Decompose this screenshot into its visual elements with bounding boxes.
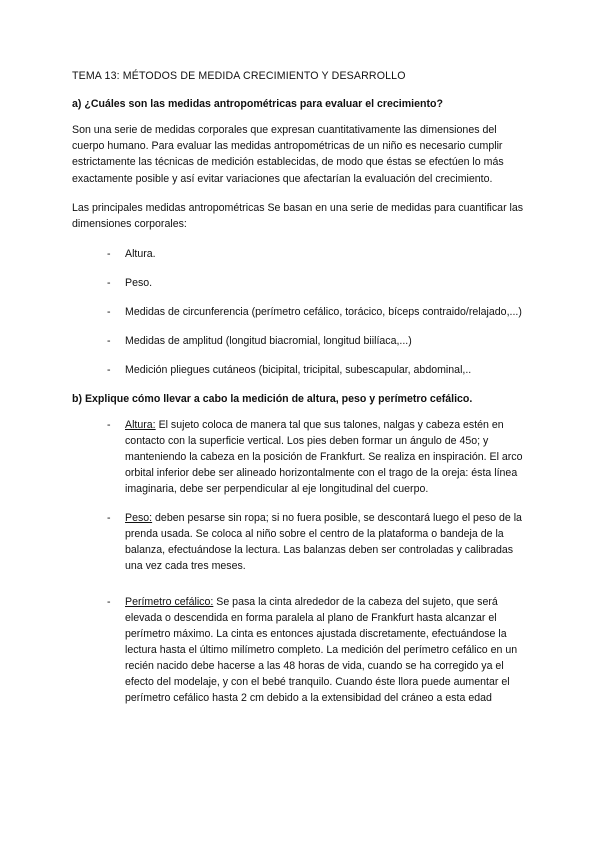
- dash-bullet: -: [107, 335, 111, 348]
- list-item-perimetro-cefalico: [72, 594, 530, 706]
- dash-bullet: -: [107, 512, 111, 525]
- dash-bullet: -: [107, 419, 111, 432]
- term-perimetro-cefalico: Perímetro cefálico:: [125, 596, 214, 609]
- list-item-text: Medidas de circunferencia (perímetro cefálico, torácico, bíceps contraido/relajado,...): [125, 306, 522, 319]
- term-peso: Peso:: [125, 512, 153, 525]
- dash-bullet: -: [107, 364, 111, 377]
- answer-a-paragraph-1: Son una serie de medidas corporales que expresan cuantitativamente las dimensiones del cuerpo humano. Para evaluar las medidas antropométricas de un niño es necesario cumplir estrictamente las técnicas de medición establecidas, de modo que éstas se efectúen lo más exactamente posible y así evitar variaciones que afectarían la evaluación del crecimiento.: [72, 124, 504, 185]
- measures-list: [72, 246, 530, 378]
- dash-bullet: -: [107, 248, 111, 261]
- altura-description: El sujeto coloca de manera tal que sus talones, nalgas y cabeza estén en contacto con la superficie vertical. Los pies deben formar un ángulo de 45o; y manteniendo la cabeza en la posición de Frankfurt. Se realiza en inspiración. El arco orbital inferior debe ser alineado horizontalmente con el trago de la oreja: ésta línea imaginaria, debe ser perpendicular al eje longitudinal del cuerpo.: [125, 419, 523, 496]
- page-title: TEMA 13: MÉTODOS DE MEDIDA CRECIMIENTO Y DESARROLLO: [72, 70, 406, 82]
- list-item-altura: [72, 417, 530, 497]
- document-page: [72, 70, 530, 719]
- perimetro-cefalico-description: Se pasa la cinta alrededor de la cabeza del sujeto, que será elevada o descendida en forma paralela al plano de Frankfurt hasta alcanzar el perímetro máximo. La cinta es entonces ajustada discretamente, efectuándose la lectura hasta el último milímetro completo. La medición del perímetro cefálico en un recién nacido debe hacerse a las 48 horas de vida, cuando se ha corregido ya el efecto del modelaje, y con el bebé tranquilo. Cuando éste llora puede aumentar el perímetro cefálico hasta 2 cm debido a la extensibidad del cráneo a esta edad: [125, 596, 518, 705]
- list-item-text: Medición pliegues cutáneos (bicipital, tricipital, subescapular, abdominal,..: [125, 364, 472, 377]
- list-item-text: Peso.: [125, 277, 153, 290]
- dash-bullet: -: [107, 306, 111, 319]
- list-item: [72, 333, 530, 349]
- dash-bullet: -: [107, 277, 111, 290]
- dash-bullet: -: [107, 596, 111, 609]
- procedures-list: [72, 417, 530, 706]
- peso-description: deben pesarse sin ropa; si no fuera posible, se descontará luego el peso de la prenda usada. Se coloca al niño sobre el centro de la plataforma o bandeja de la balanza, efectuándose la lectura. Las balanzas deben ser controladas y calibradas una vez cada tres meses.: [125, 512, 522, 573]
- answer-a-paragraph-2: Las principales medidas antropométricas Se basan en una serie de medidas para cuantificar las dimensiones corporales:: [72, 201, 524, 231]
- list-item-text: Medidas de amplitud (longitud biacromial, longitud biilíaca,...): [125, 335, 412, 348]
- question-b-heading: b) Explique cómo llevar a cabo la medición de altura, peso y perímetro cefálico.: [72, 393, 473, 406]
- list-item: [72, 304, 530, 320]
- list-item: [72, 246, 530, 262]
- list-item-text: Altura.: [125, 248, 156, 261]
- list-item: [72, 362, 530, 378]
- list-item: [72, 275, 530, 291]
- list-item-peso: [72, 510, 530, 574]
- term-altura: Altura:: [125, 419, 156, 432]
- question-a-heading: a) ¿Cuáles son las medidas antropométricas para evaluar el crecimiento?: [72, 98, 443, 110]
